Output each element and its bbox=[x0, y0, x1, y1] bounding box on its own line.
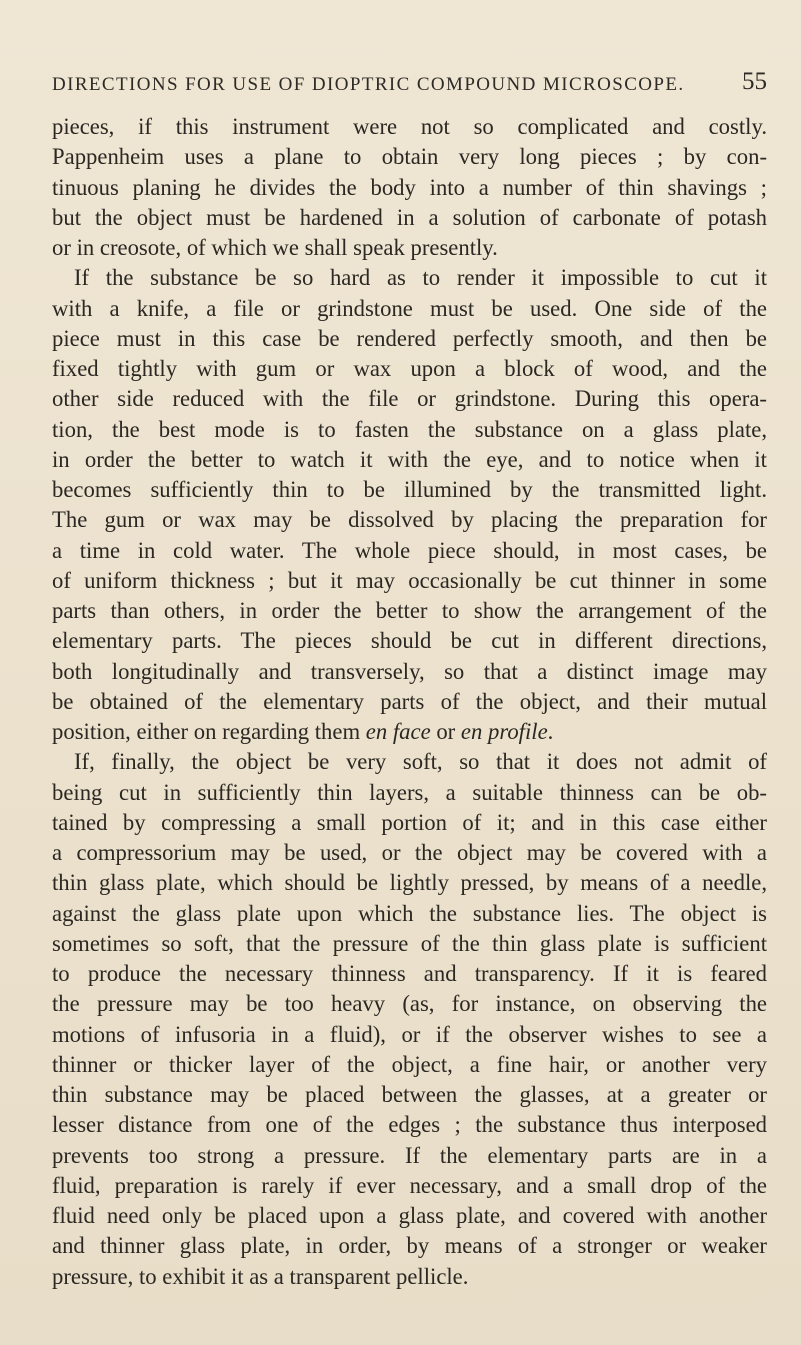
text-line: against the glass plate upon which the substance lies. The object is bbox=[52, 900, 767, 926]
text-run: position, either on regarding them bbox=[52, 719, 366, 744]
text-line: thin substance may be placed between the glasses, at a greater or bbox=[52, 1082, 767, 1107]
page-number: 55 bbox=[742, 68, 767, 95]
running-head bbox=[52, 68, 767, 104]
italic-phrase: en face bbox=[365, 719, 431, 744]
text-line bbox=[52, 717, 767, 747]
text-line: Pappenheim uses a plane to obtain very long pieces ; by con- bbox=[52, 144, 767, 170]
text-run: or bbox=[430, 719, 461, 744]
text-line: both longitudinally and transversely, so that a distinct image may bbox=[52, 658, 767, 684]
paragraph-2 bbox=[52, 263, 767, 747]
text-run: . bbox=[547, 719, 554, 744]
text-line: If, finally, the object be very soft, so that it does not admit of bbox=[74, 749, 767, 775]
text-line: elementary parts. The pieces should be cut in different directions, bbox=[52, 628, 767, 654]
text-line: motions of infusoria in a fluid), or if the observer wishes to see a bbox=[52, 1021, 767, 1047]
text-line: prevents too strong a pressure. If the elementary parts are in a bbox=[52, 1142, 767, 1168]
running-head-title: DIRECTIONS FOR USE OF DIOPTRIC COMPOUND MICROSCOPE. bbox=[52, 74, 685, 95]
text-line: fluid need only be placed upon a glass plate, and covered with another bbox=[52, 1203, 767, 1228]
text-line: sometimes so soft, that the pressure of the thin glass plate is sufficient bbox=[52, 930, 767, 956]
text-line: and thinner glass plate, in order, by means of a stronger or weaker bbox=[52, 1233, 767, 1259]
text-line: be obtained of the elementary parts of the object, and their mutual bbox=[52, 688, 767, 714]
text-line: piece must in this case be rendered perfectly smooth, and then be bbox=[52, 325, 767, 351]
text-line: becomes sufficiently thin to be illumined by the transmitted light. bbox=[52, 477, 767, 502]
text-line: or in creosote, of which we shall speak presently. bbox=[52, 235, 498, 260]
text-line: lesser distance from one of the edges ; the substance thus interposed bbox=[52, 1112, 767, 1138]
text-line: fixed tightly with gum or wax upon a block of wood, and the bbox=[52, 356, 767, 381]
text-line: tion, the best mode is to fasten the substance on a glass plate, bbox=[52, 416, 767, 442]
text-line: but the object must be hardened in a solution of carbonate of potash bbox=[52, 204, 767, 230]
text-line: tinuous planing he divides the body into a number of thin shavings ; bbox=[52, 174, 767, 200]
text-line: pressure, to exhibit it as a transparent pellicle. bbox=[52, 1263, 469, 1289]
text-line: other side reduced with the file or grindstone. During this opera- bbox=[52, 386, 767, 412]
text-line: The gum or wax may be dissolved by placing the preparation for bbox=[52, 507, 767, 533]
text-line: If the substance be so hard as to render it impossible to cut it bbox=[74, 265, 767, 291]
text-line: in order the better to watch it with the eye, and to notice when it bbox=[52, 446, 767, 472]
text-line: being cut in sufficiently thin layers, a suitable thinness can be ob- bbox=[52, 779, 767, 805]
text-line: thinner or thicker layer of the object, a fine hair, or another very bbox=[52, 1051, 767, 1077]
text-line: a time in cold water. The whole piece should, in most cases, be bbox=[52, 537, 767, 563]
text-line: with a knife, a file or grindstone must be used. One side of the bbox=[52, 295, 767, 321]
text-line: the pressure may be too heavy (as, for instance, on observing the bbox=[52, 991, 767, 1017]
text-line: tained by compressing a small portion of it; and in this case either bbox=[52, 809, 767, 835]
text-line: pieces, if this instrument were not so complicated and costly. bbox=[52, 114, 767, 139]
body-text bbox=[52, 112, 767, 1292]
text-line: fluid, preparation is rarely if ever necessary, and a small drop of the bbox=[52, 1172, 767, 1198]
text-line: a compressorium may be used, or the object may be covered with a bbox=[52, 840, 767, 865]
text-line: of uniform thickness ; but it may occasionally be cut thinner in some bbox=[52, 567, 767, 593]
paragraph-1 bbox=[52, 112, 767, 263]
paragraph-3 bbox=[52, 747, 767, 1292]
text-line: parts than others, in order the better to show the arrangement of the bbox=[52, 598, 767, 623]
text-line: to produce the necessary thinness and transparency. If it is feared bbox=[52, 961, 767, 986]
italic-phrase: en profile bbox=[460, 719, 548, 744]
text-line: thin glass plate, which should be lightly pressed, by means of a needle, bbox=[52, 870, 767, 896]
